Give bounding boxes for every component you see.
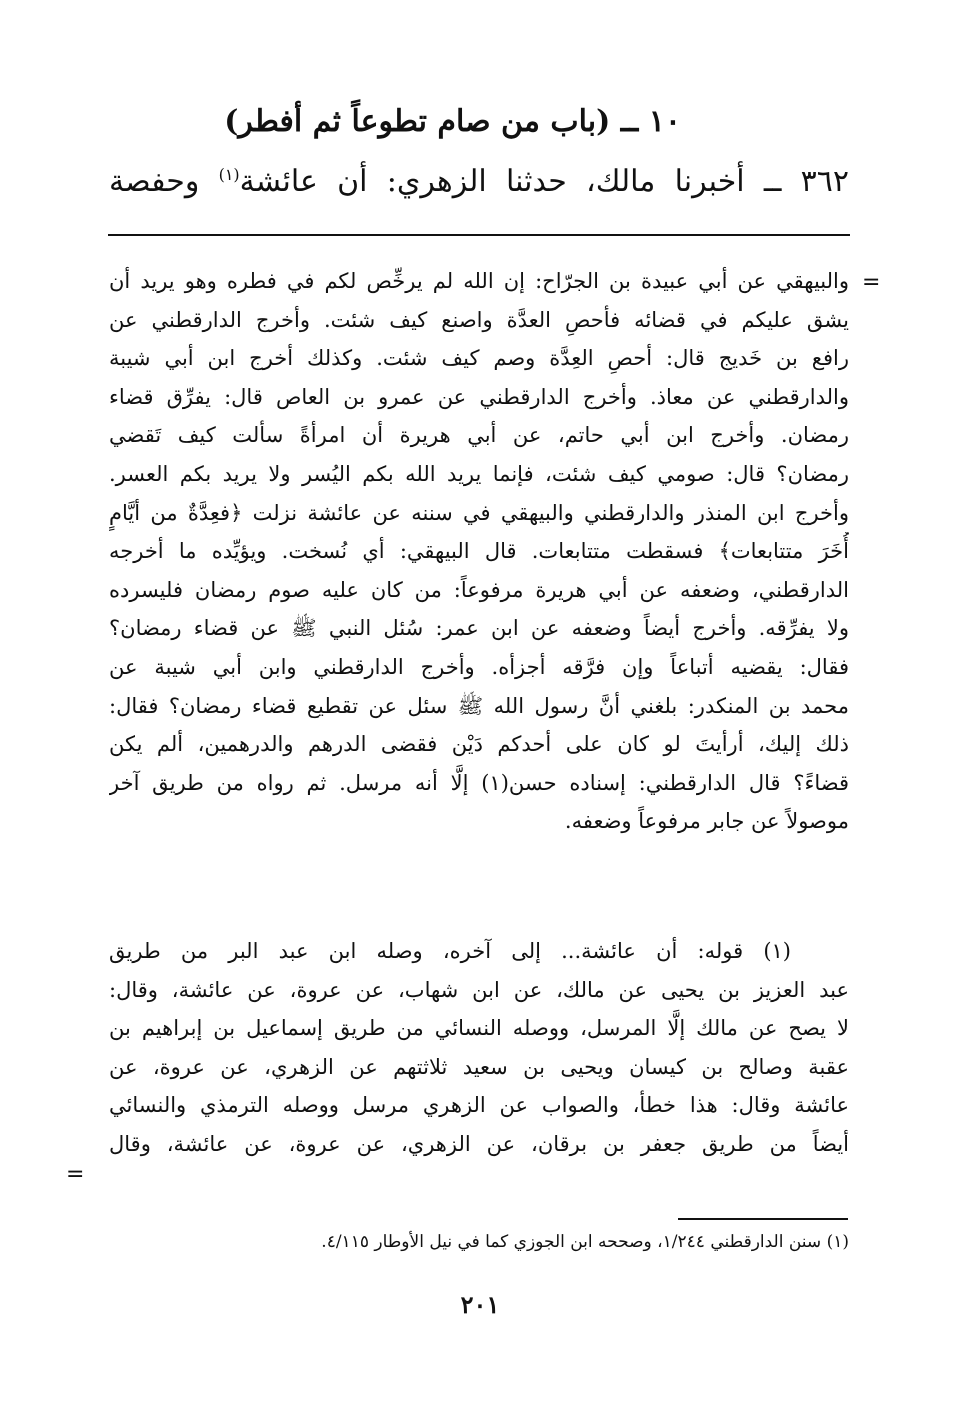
commentary-line: والبيهقي عن أبي عبيدة بن الجرّاح: إن الله لم يرخِّص لكم في فطره وهو يريد أن — [109, 269, 849, 293]
note-line: لا يصح عن مالك إلَّا المرسل، ووصله النسائي من طريق إسماعيل بن إبراهيم بن — [109, 1016, 849, 1041]
footnote-divider — [678, 1218, 848, 1220]
footnote: (١) سنن الدارقطني ١/٢٤٤، وصححه ابن الجوزي كما في نيل الأوطار ٤/١١٥. — [321, 1232, 849, 1252]
note-line: (١) قوله: أن عائشة... إلى آخره، وصله ابن عبد البر من طريق — [109, 939, 791, 963]
commentary-line: موصولاً عن جابر مرفوعاً وضعفه. — [564, 809, 849, 834]
commentary-line: الدارقطني، وضعفه عن أبي هريرة مرفوعاً: من كان عليه صوم رمضان فليسرده — [109, 577, 849, 602]
commentary-line: فقال: يقضيه أتباعاً وإن فرَّقه أجزأه. وأخرج الدارقطني وابن أبي شيبة عن — [109, 654, 849, 679]
commentary-line: وأخرج ابن المنذر والدارقطني والبيهقي في سننه عن عائشة نزلت ﴿فعِدَّةٌ من أيَّامٍ — [109, 500, 849, 525]
note-line: عقبة وصالح بن كيسان ويحيى بن سعيد ثلاثتهم عن الزهري، عن عروة، عن — [109, 1054, 849, 1079]
chapter-heading: ١٠ ــ (باب من صام تطوعاً ثم أفطر) — [224, 104, 681, 139]
hadith-note-marker: (١) — [218, 165, 240, 184]
commentary-line: محمد بن المنكدر: بلغني أنَّ رسول الله ﷺ سئل عن تقطيع قضاء رمضان؟ فقال: — [109, 693, 849, 718]
commentary-line: رمضان. وأخرج ابن أبي حاتم، عن أبي هريرة أن امرأةً سألت كيف تَقضي — [109, 423, 849, 448]
hadith-text-after-note: وحفصة — [109, 164, 219, 199]
commentary-line: أُخَرَ متتابعات﴾ فسقطت متتابعات. قال البيهقي: أي نُسخت. ويؤيِّده ما أخرجه — [109, 539, 849, 564]
commentary-line: ولا يفرِّقه. وأخرج أيضاً وضعفه عن ابن عمر: سُئل النبي ﷺ عن قضاء رمضان؟ — [109, 616, 849, 641]
commentary-line: قضاءً؟ قال الدارقطني: إسناده حسن(١) إلَّا أنه مرسل. ثم رواه من طريق آخر — [109, 770, 849, 795]
commentary-line: رمضان؟ قال: صومي كيف شئت، فإنما يريد الله بكم اليُسر ولا يريد بكم العسر. — [109, 461, 849, 486]
commentary-line: يشق عليكم في قضائه فأحصِ العدَّة واصنع كيف شئت. وأخرج الدارقطني عن — [109, 307, 849, 332]
note-line: عبد العزيز بن يحيى عن مالك، عن ابن شهاب، عن عروة، عن عائشة، وقال: — [109, 977, 849, 1002]
note-line: عائشة وقال: هذا خطأ، والصواب عن الزهري مرسل ووصله الترمذي والنسائي — [109, 1093, 849, 1118]
note-line: أيضاً من طريق جعفر بن برقان، عن الزهري، عن عروة، عن عائشة، وقال — [109, 1131, 849, 1156]
commentary-block — [109, 262, 849, 841]
note-block — [109, 932, 849, 1164]
page-number: ٢٠١ — [460, 1290, 500, 1319]
hadith-text-before-note: ٣٦٢ ــ أخبرنا مالك، حدثنا الزهري: أن عائشة — [239, 164, 850, 199]
continuation-mark-bottom: = — [66, 1162, 85, 1187]
continuation-mark-top: = — [862, 270, 881, 295]
commentary-line: ذلك إليك، أرأيتَ لو كان على أحدكم دَيْن فقضى الدرهم والدرهمين، ألم يكن — [109, 732, 849, 757]
section-divider — [108, 234, 850, 236]
commentary-line: والدارقطني عن معاذ. وأخرج الدارقطني عن عمرو بن العاص قال: يفرِّق قضاء — [109, 384, 849, 409]
hadith-text — [109, 164, 849, 199]
commentary-line: رافع بن خَديج قال: أحصِ العِدَّة وصم كيف شئت. وكذلك أخرج ابن أبي شيبة — [109, 346, 849, 371]
